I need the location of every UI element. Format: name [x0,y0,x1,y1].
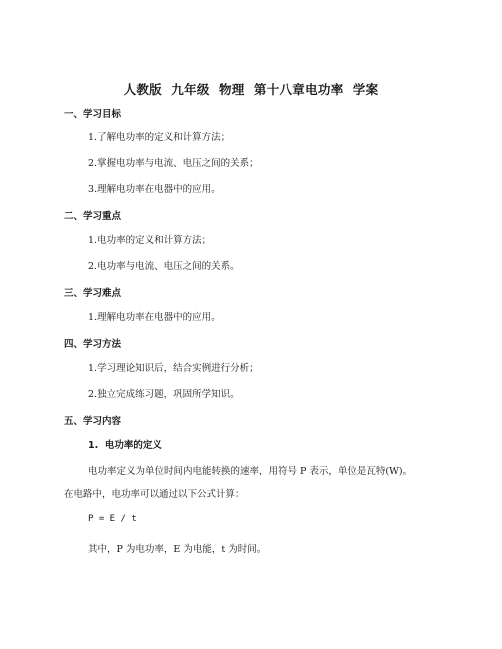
method-item: 2.独立完成练习题，巩固所学知识。 [88,389,240,400]
document-title: 人教版 九年级 物理 第十八章电功率 学案 [123,82,379,97]
goal-item: 3.理解电功率在电器中的应用。 [88,184,221,195]
definition-paragraph-line: 电功率定义为单位时间内电能转换的速率，用符号 P 表示，单位是瓦特(W)。 [88,466,413,477]
key-point-item: 1.电功率的定义和计算方法； [88,235,212,246]
section-heading-difficulties: 三、学习难点 [64,288,122,299]
section-heading-key-points: 二、学习重点 [64,211,122,222]
difficulty-item: 1.理解电功率在电器中的应用。 [88,312,221,323]
section-heading-goals: 一、学习目标 [64,109,122,120]
definition-paragraph-line: 在电路中，电功率可以通过以下公式计算： [64,489,245,500]
subheading-definition: 1. 电功率的定义 [88,440,162,451]
section-heading-content: 五、学习内容 [64,416,122,427]
formula-explanation: 其中，P 为电功率，E 为电能，t 为时间。 [88,544,267,555]
method-item: 1.学习理论知识后，结合实例进行分析； [88,363,259,374]
key-point-item: 2.电功率与电流、电压之间的关系。 [88,261,240,272]
goal-item: 2.掌握电功率与电流、电压之间的关系； [88,158,259,169]
section-heading-methods: 四、学习方法 [64,339,122,350]
power-formula: P = E / t [88,514,137,524]
goal-item: 1.了解电功率的定义和计算方法； [88,132,231,143]
